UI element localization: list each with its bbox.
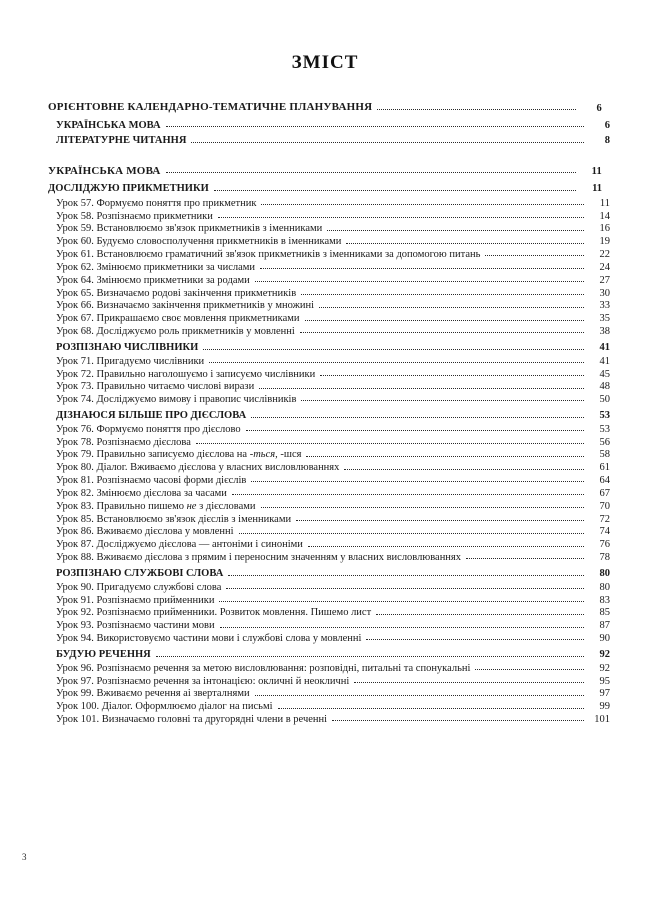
toc-entry-page: 45 [599, 368, 610, 380]
page-folio: 3 [22, 852, 27, 862]
toc-entry-page: 33 [599, 300, 610, 312]
toc-dot-leader [220, 627, 584, 628]
toc-entry-label: Урок 88. Вживаємо дієслова з прямим і переносним значенням у власних висловлюваннях [56, 552, 462, 564]
toc-entry-page: 87 [599, 620, 610, 632]
toc-entry[interactable] [48, 166, 602, 178]
toc-dot-leader [305, 320, 584, 321]
toc-entry-label: Урок 72. Правильно наголошуємо і записуємо числівники [56, 368, 316, 380]
toc-entry-page: 22 [599, 249, 610, 261]
toc-entry-label: РОЗПІЗНАЮ СЛУЖБОВІ СЛОВА [56, 568, 224, 580]
toc-entry-emphasis: не [186, 500, 197, 512]
toc-entry-label: Урок 59. Встановлюємо зв'язок прикметників з іменниками [56, 223, 323, 235]
toc-entry[interactable] [48, 437, 610, 448]
toc-entry-label: ЛІТЕРАТУРНЕ ЧИТАННЯ [56, 135, 187, 147]
toc-entry-page: 92 [599, 662, 610, 674]
toc-entry-label: Урок 86. Вживаємо дієслова у мовленні [56, 526, 234, 538]
toc-dot-leader [300, 332, 584, 333]
toc-entry-page: 11 [599, 197, 610, 209]
toc-entry-page: 11 [591, 166, 602, 178]
toc-entry-page: 16 [599, 223, 610, 235]
toc-entry-page: 50 [599, 394, 610, 406]
page-title: ЗМІСТ [291, 52, 359, 73]
toc-entry-page: 56 [599, 436, 610, 448]
toc-entry[interactable] [48, 275, 610, 286]
toc-entry-page: 24 [599, 261, 610, 273]
toc-dot-leader [251, 417, 584, 418]
toc-entry-label: Урок 64. Змінюємо прикметники за родами [56, 274, 250, 286]
toc-entry[interactable] [48, 649, 610, 660]
toc-entry-label: Урок 73. Правильно читаємо числові вирази [56, 381, 255, 393]
toc-entry-page: 92 [599, 649, 610, 661]
toc-entry[interactable] [48, 223, 610, 234]
toc-entry[interactable] [48, 462, 610, 473]
toc-entry[interactable] [48, 356, 610, 367]
toc-entry-page: 99 [599, 701, 610, 713]
toc-entry-page: 8 [604, 135, 610, 147]
toc-entry[interactable] [48, 342, 610, 353]
toc-entry-page: 53 [599, 410, 610, 422]
toc-entry-label: Урок 57. Формуємо поняття про прикметник [56, 197, 257, 209]
toc-entry-label: Урок 66. Визначаємо закінчення прикметників у множині [56, 300, 315, 312]
toc-dot-leader [306, 456, 584, 457]
toc-entry-page: 27 [599, 274, 610, 286]
toc-entry-page: 35 [599, 313, 610, 325]
toc-entry[interactable] [48, 249, 610, 260]
toc-entry[interactable] [48, 394, 610, 405]
toc-entry[interactable] [48, 714, 610, 725]
toc-dot-leader [485, 255, 584, 256]
toc-dot-leader [260, 268, 584, 269]
toc-dot-leader [366, 639, 584, 640]
toc-entry-page: 48 [599, 381, 610, 393]
toc-entry-page: 95 [599, 675, 610, 687]
toc-entry[interactable] [48, 552, 610, 563]
toc-dot-leader [475, 669, 584, 670]
toc-entry-page: 101 [594, 714, 610, 726]
toc-entry[interactable] [48, 620, 610, 631]
toc-entry-page: 64 [599, 475, 610, 487]
toc-entry-label: Урок 76. Формуємо поняття про дієслово [56, 423, 241, 435]
toc-entry-label: Урок 100. Діалог. Оформлюємо діалог на письмі [56, 701, 273, 713]
toc-dot-leader [214, 190, 576, 191]
toc-entry-page: 30 [599, 287, 610, 299]
toc-dot-leader [261, 204, 584, 205]
toc-entry-label: ДОСЛІДЖУЮ ПРИКМЕТНИКИ [48, 183, 209, 195]
toc-entry-page: 83 [599, 594, 610, 606]
toc-dot-leader [156, 656, 584, 657]
toc-dot-leader [319, 307, 584, 308]
toc-dot-leader [278, 708, 584, 709]
toc-entry-label: Урок 81. Розпізнаємо часові форми дієслів [56, 475, 247, 487]
toc-entry[interactable] [48, 688, 610, 699]
toc-dot-leader [255, 695, 584, 696]
toc-entry[interactable] [48, 288, 610, 299]
toc-entry[interactable] [48, 526, 610, 537]
toc-entry-page: 85 [599, 607, 610, 619]
toc-entry[interactable] [48, 568, 610, 579]
toc-entry-page: 41 [599, 342, 610, 354]
toc-dot-leader [218, 217, 584, 218]
toc-entry[interactable] [48, 410, 610, 421]
toc-dot-leader [251, 481, 584, 482]
toc-entry-label: Урок 78. Розпізнаємо дієслова [56, 436, 191, 448]
toc-dot-leader [166, 172, 576, 173]
toc-entry-label: Урок 82. Змінюємо дієслова за часами [56, 487, 227, 499]
toc-entry-label: Урок 93. Розпізнаємо частини мови [56, 620, 215, 632]
toc-entry[interactable] [48, 211, 610, 222]
toc-entry[interactable] [48, 475, 610, 486]
toc-entry[interactable] [48, 326, 610, 337]
toc-entry-page: 19 [599, 236, 610, 248]
toc-dot-leader [354, 682, 584, 683]
toc-dot-leader [232, 494, 584, 495]
toc-dot-leader [332, 720, 584, 721]
toc-dot-leader [376, 614, 584, 615]
toc-entry[interactable] [48, 663, 610, 674]
toc-entry-label: РОЗПІЗНАЮ ЧИСЛІВНИКИ [56, 342, 199, 354]
toc-entry-label: Урок 99. Вживаємо речення аі зверталнями [56, 688, 250, 700]
toc-dot-leader [228, 575, 584, 576]
toc-dot-leader [296, 520, 584, 521]
toc-entry-page: 11 [592, 183, 602, 195]
toc-dot-leader [346, 243, 584, 244]
toc-entry-page: 70 [599, 500, 610, 512]
toc-dot-leader [209, 362, 584, 363]
toc-dot-leader [327, 230, 584, 231]
toc-entry-page: 6 [604, 119, 610, 131]
toc-entry-page: 90 [599, 633, 610, 645]
toc-dot-leader [255, 281, 584, 282]
toc-entry-page: 41 [599, 355, 610, 367]
toc-entry-page: 72 [599, 513, 610, 525]
toc-entry[interactable] [48, 514, 610, 525]
toc-entry-label: БУДУЮ РЕЧЕННЯ [56, 649, 151, 661]
toc-dot-leader [261, 507, 584, 508]
toc-entry[interactable] [48, 501, 610, 512]
toc-entry-label: Урок 94. Використовуємо частини мови і службові слова у мовленні [56, 633, 362, 645]
toc-entry-page: 78 [599, 552, 610, 564]
toc-entry-page: 53 [599, 423, 610, 435]
toc-entry[interactable] [48, 424, 610, 435]
toc-entry-page: 97 [599, 688, 610, 700]
toc-entry[interactable] [48, 262, 610, 273]
toc-entry[interactable] [48, 135, 610, 146]
toc-entry-page: 14 [599, 210, 610, 222]
toc-entry[interactable] [48, 539, 610, 550]
toc-entry-label: Урок 80. Діалог. Вживаємо дієслова у власних висловлюваннях [56, 462, 340, 474]
toc-entry-label: Урок 92. Розпізнаємо прийменники. Розвиток мовлення. Пишемо лист [56, 607, 372, 619]
toc-entry-label: Урок 65. Визначаємо родові закінчення прикметників [56, 287, 297, 299]
toc-entry-label: Урок 85. Встановлюємо зв'язок дієслів з іменниками [56, 513, 292, 525]
toc-entry-label: Урок 67. Прикрашаємо своє мовлення прикметниками [56, 313, 300, 325]
toc-dot-leader [259, 388, 584, 389]
toc-entry-label: Урок 96. Розпізнаємо речення за метою висловлювання: розповідні, питальні та спонукальні [56, 662, 471, 674]
toc-entry-label: Урок 71. Пригадуємо числівники [56, 355, 205, 367]
toc-entry-label: Урок 101. Визначаємо головні та другорядні члени в реченні [56, 714, 328, 726]
toc-dot-leader [301, 294, 584, 295]
toc-entry-page: 80 [599, 568, 610, 580]
toc-dot-leader [191, 142, 584, 143]
toc-dot-leader [166, 126, 584, 127]
toc-entry-page: 80 [599, 581, 610, 593]
toc-entry-label: Урок 91. Розпізнаємо прийменники [56, 594, 215, 606]
toc-entry-label: УКРАЇНСЬКА МОВА [56, 119, 161, 131]
toc-entry-page: 6 [596, 102, 602, 114]
toc-entry-label: Урок 60. Будуємо словосполучення прикметників в іменниками [56, 236, 342, 248]
toc-entry-label: Урок 62. Змінюємо прикметники за числами [56, 261, 256, 273]
toc-entry[interactable] [48, 488, 610, 499]
toc-entry-label: Урок 68. Досліджуємо роль прикметників у мовленні [56, 326, 295, 338]
toc-dot-leader [377, 109, 576, 110]
toc-entry[interactable] [48, 183, 602, 194]
toc-entry[interactable] [48, 102, 602, 114]
toc-entry[interactable] [48, 369, 610, 380]
toc-entry-label: Урок 87. Досліджуємо дієслова — антоніми і синоніми [56, 539, 303, 551]
toc-entry[interactable] [48, 381, 610, 392]
toc-entry-label: Урок 83. Правильно пишемо не з дієсловами [56, 500, 256, 512]
toc-dot-leader [196, 443, 584, 444]
toc-entry-label: ДІЗНАЮСЯ БІЛЬШЕ ПРО ДІЄСЛОВА [56, 410, 247, 422]
toc-dot-leader [239, 533, 584, 534]
toc-entry-label: ОРІЄНТОВНЕ КАЛЕНДАРНО-ТЕМАТИЧНЕ ПЛАНУВАННЯ [48, 101, 373, 113]
toc-entry-label: Урок 97. Розпізнаємо речення за інтонацією: окличні й неокличні [56, 675, 350, 687]
toc-entry[interactable] [48, 701, 610, 712]
toc-entry[interactable] [48, 595, 610, 606]
toc-dot-leader [226, 588, 584, 589]
toc-entry-page: 74 [599, 526, 610, 538]
toc-entry-label: Урок 61. Встановлюємо граматичний зв'язок прикметників з іменниками за допомогою питань [56, 249, 481, 261]
table-of-contents [48, 101, 610, 726]
toc-entry[interactable] [48, 120, 610, 131]
toc-entry-label: УКРАЇНСЬКА МОВА [48, 164, 161, 177]
toc-dot-leader [203, 349, 584, 350]
toc-entry-emphasis: -ться, [249, 449, 278, 461]
toc-entry[interactable] [48, 676, 610, 687]
toc-entry-page: 38 [599, 326, 610, 338]
toc-dot-leader [308, 546, 584, 547]
toc-dot-leader [219, 601, 584, 602]
toc-entry[interactable] [48, 313, 610, 324]
section-spacer [48, 149, 602, 156]
toc-entry-label: Урок 58. Розпізнаємо прикметники [56, 210, 213, 222]
toc-entry-label: Урок 90. Пригадуємо службові слова [56, 581, 222, 593]
toc-entry-label: Урок 79. Правильно записуємо дієслова на -ться, -шся [56, 449, 302, 461]
toc-entry[interactable] [48, 198, 610, 209]
toc-entry[interactable] [48, 236, 610, 247]
toc-entry-page: 67 [599, 487, 610, 499]
toc-dot-leader [246, 430, 584, 431]
toc-entry[interactable] [48, 300, 610, 311]
toc-entry-page: 76 [599, 539, 610, 551]
toc-entry[interactable] [48, 607, 610, 618]
toc-entry-label: Урок 74. Досліджуємо вимову і правопис числівників [56, 394, 297, 406]
toc-dot-leader [301, 400, 584, 401]
toc-entry-page: 58 [599, 449, 610, 461]
toc-entry[interactable] [48, 582, 610, 593]
toc-entry-page: 61 [599, 462, 610, 474]
toc-dot-leader [466, 558, 584, 559]
toc-entry[interactable] [48, 633, 610, 644]
toc-dot-leader [320, 375, 584, 376]
toc-entry[interactable] [48, 449, 610, 460]
toc-dot-leader [344, 469, 584, 470]
